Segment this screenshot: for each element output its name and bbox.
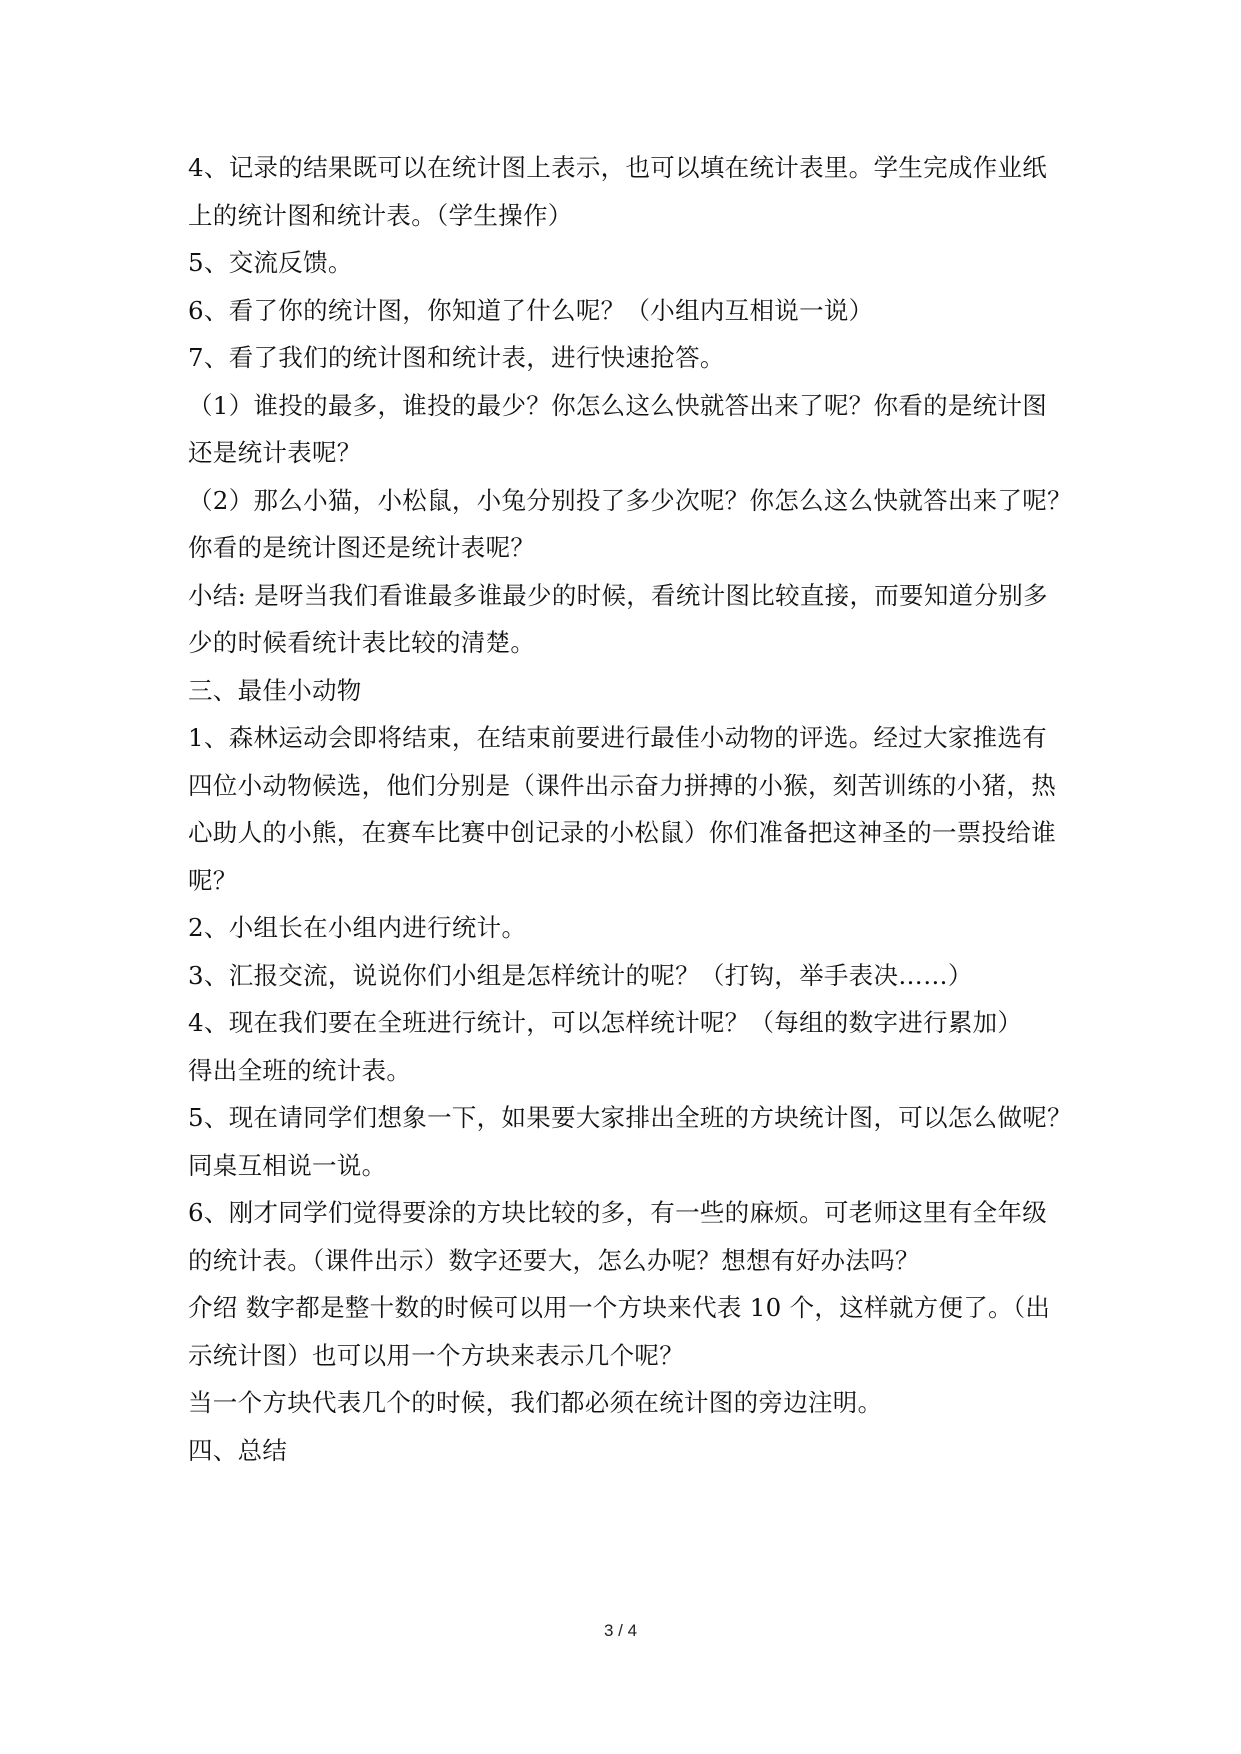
text-line: 上的统计图和统计表。（学生操作） bbox=[188, 200, 573, 230]
text-line: 得出全班的统计表。 bbox=[188, 1055, 412, 1085]
text-line: 5、现在请同学们想象一下，如果要大家排出全班的方块统计图，可以怎么做呢？ bbox=[188, 1103, 1072, 1132]
text-line: 示统计图）也可以用一个方块来表示几个呢？ bbox=[188, 1340, 684, 1370]
text-line: 呢？ bbox=[188, 865, 238, 895]
page-number: 3 / 4 bbox=[603, 1621, 638, 1640]
document-body bbox=[188, 153, 1072, 1486]
text-line: 还是统计表呢？ bbox=[188, 438, 362, 467]
text-line: 6、刚才同学们觉得要涂的方块比较的多，有一些的麻烦。可老师这里有全年级 bbox=[188, 1198, 1048, 1227]
text-line: 4、现在我们要在全班进行统计，可以怎样统计呢？（每组的数字进行累加） bbox=[188, 1008, 1023, 1037]
text-line: 1、森林运动会即将结束，在结束前要进行最佳小动物的评选。经过大家推选有 bbox=[188, 723, 1048, 752]
text-line: 少的时候看统计表比较的清楚。 bbox=[188, 628, 536, 657]
text-line: 4、记录的结果既可以在统计图上表示，也可以填在统计表里。学生完成作业纸 bbox=[188, 153, 1048, 182]
text-line: 7、看了我们的统计图和统计表，进行快速抢答。 bbox=[188, 343, 725, 372]
text-line: 你看的是统计图还是统计表呢？ bbox=[188, 533, 536, 562]
text-line: 5、交流反馈。 bbox=[188, 248, 353, 277]
text-line: 小结: 是呀当我们看谁最多谁最少的时候，看统计图比较直接，而要知道分别多 bbox=[188, 580, 1048, 610]
text-line: 2、小组长在小组内进行统计。 bbox=[188, 913, 527, 942]
text-line: 的统计表。（课件出示）数字还要大，怎么办呢？想想有好办法吗？ bbox=[188, 1245, 920, 1275]
text-line: 6、看了你的统计图，你知道了什么呢？（小组内互相说一说） bbox=[188, 295, 874, 325]
text-line: 同桌互相说一说。 bbox=[188, 1150, 387, 1180]
text-line: 介绍 数字都是整十数的时候可以用一个方块来代表 10 个，这样就方便了。（出 bbox=[188, 1293, 1051, 1322]
text-line: 四位小动物候选，他们分别是（课件出示奋力拼搏的小猴，刻苦训练的小猪，热 bbox=[188, 770, 1056, 800]
text-line: 心助人的小熊，在赛车比赛中创记录的小松鼠）你们准备把这神圣的一票投给谁 bbox=[188, 818, 1056, 847]
text-line: （1）谁投的最多，谁投的最少？你怎么这么快就答出来了呢？你看的是统计图 bbox=[188, 390, 1048, 420]
section-heading: 三、最佳小动物 bbox=[188, 675, 362, 705]
text-line: 3、汇报交流，说说你们小组是怎样统计的呢？（打钩，举手表决……） bbox=[188, 960, 973, 990]
section-heading: 四、总结 bbox=[188, 1435, 288, 1465]
text-line: （2）那么小猫，小松鼠，小兔分别投了多少次呢？你怎么这么快就答出来了呢？ bbox=[188, 485, 1072, 515]
text-line: 当一个方块代表几个的时候，我们都必须在统计图的旁边注明。 bbox=[188, 1388, 883, 1417]
